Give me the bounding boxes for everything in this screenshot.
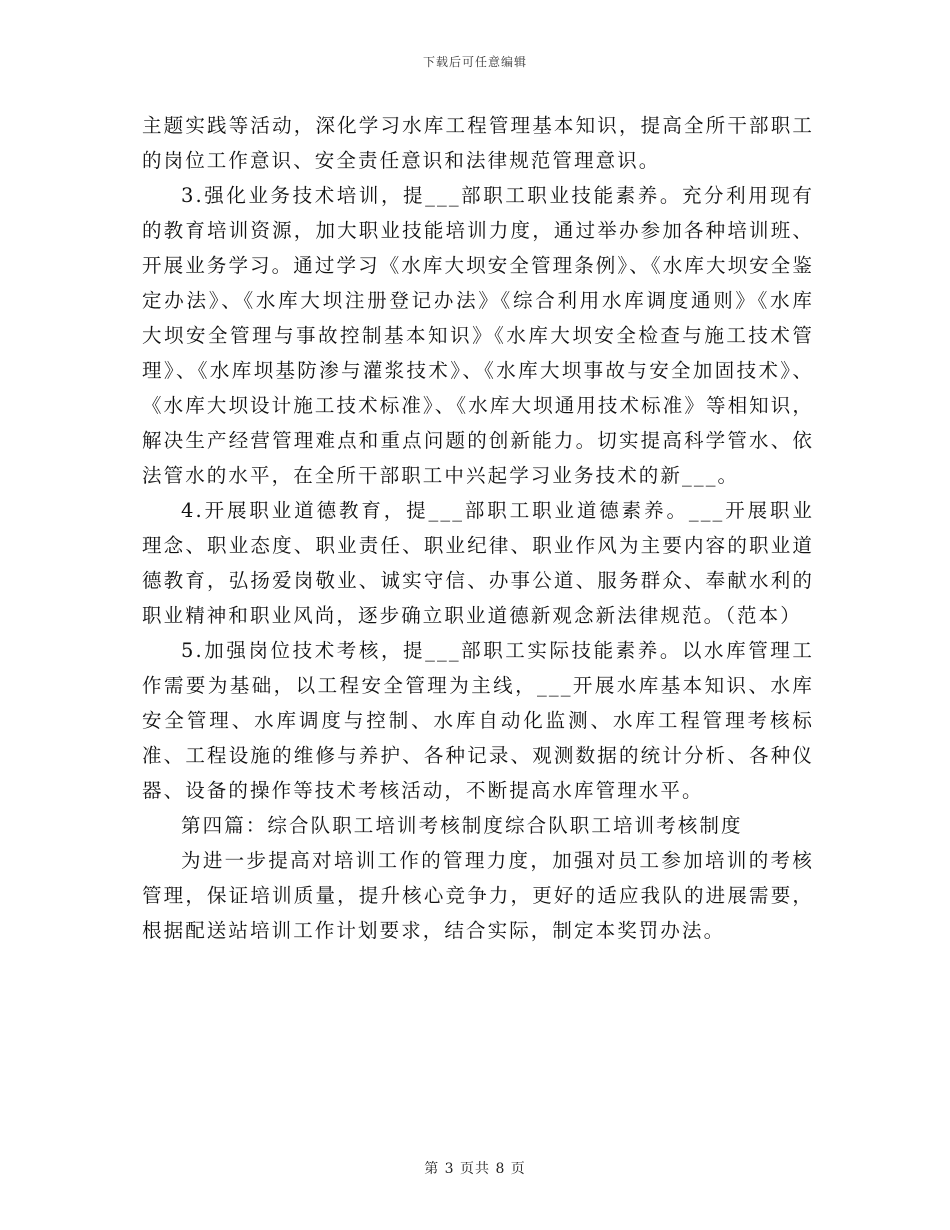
page-header-note: 下载后可任意编辑: [422, 55, 527, 69]
paragraph-5: 为进一步提高对培训工作的管理力度，加强对员工参加培训的考核管理，保证培训质量，提升核心竞争力，更好的适应我队的进展需要，根据配送站培训工作计划要求，结合实际，制定本奖罚办法。: [142, 849, 814, 942]
document-body: [142, 108, 814, 948]
paragraph-4: 5.加强岗位技术考核，提___部职工实际技能素养。以水库管理工作需要为基础，以工程安全管理为主线，___开展水库基本知识、水库安全管理、水库调度与控制、水库自动化监测、水库工程管理考核标准、工程设施的维修与养护、各种记录、观测数据的统计分析、各种仪器、设备的操作等技术考核活动，不断提高水库管理水平。: [142, 639, 814, 802]
paragraph-1: 主题实践等活动，深化学习水库工程管理基本知识，提高全所干部职工的岗位工作意识、安全责任意识和法律规范管理意识。: [142, 114, 814, 172]
paragraph-2: 3.强化业务技术培训，提___部职工职业技能素养。充分利用现有的教育培训资源，加大职业技能培训力度，通过举办参加各种培训班、开展业务学习。通过学习《水库大坝安全管理条例》、《水库大坝安全鉴定办法》、《水库大坝注册登记办法》《综合利用水库调度通则》《水库大坝安全管理与事故控制基本知识》《水库大坝安全检查与施工技术管理》、《水库坝基防渗与灌浆技术》、《水库大坝事故与安全加固技术》、《水库大坝设计施工技术标准》、《水库大坝通用技术标准》等相知识，解决生产经营管理难点和重点问题的创新能力。切实提高科学管水、依法管水的水平，在全所干部职工中兴起学习业务技术的新___。: [142, 184, 814, 487]
page-number: 第 3 页共 8 页: [424, 1161, 526, 1177]
paragraph-3: 4.开展职业道德教育，提___部职工职业道德素养。___开展职业理念、职业态度、职业责任、职业纪律、职业作风为主要内容的职业道德教育，弘扬爱岗敬业、诚实守信、办事公道、服务群众、奉献水利的职业精神和职业风尚，逐步确立职业道德新观念新法律规范。（范本）: [142, 499, 814, 627]
section-heading: 第四篇：综合队职工培训考核制度综合队职工培训考核制度: [181, 814, 743, 837]
